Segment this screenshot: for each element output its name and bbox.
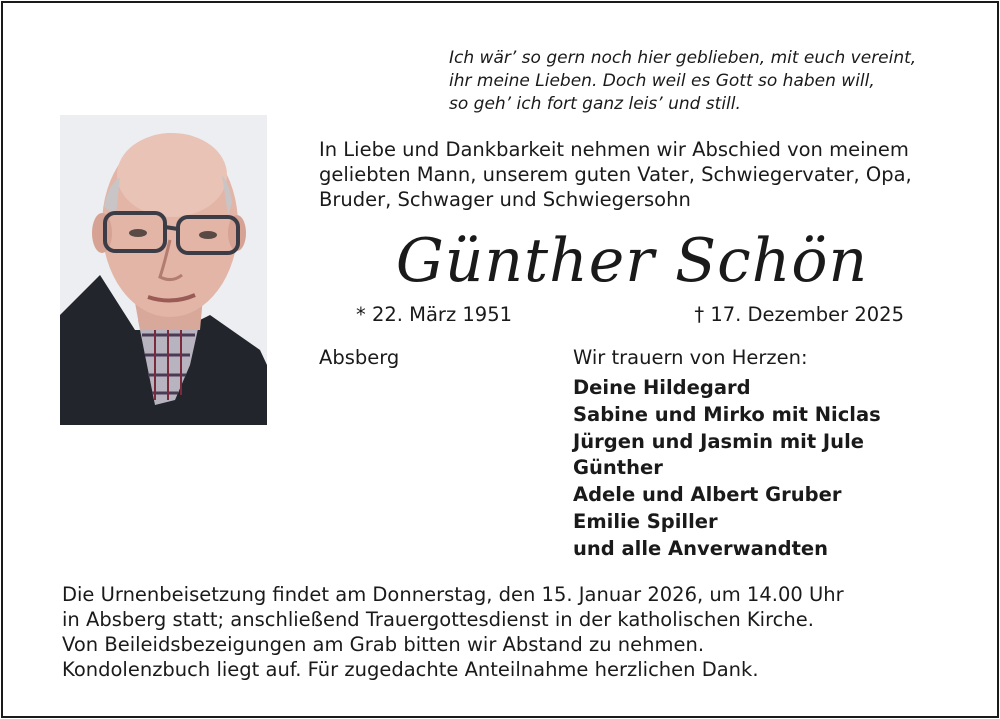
funeral-notice: [62, 582, 844, 682]
notice-line: Kondolenzbuch liegt auf. Für zugedachte Anteilnahme herzlichen Dank.: [62, 658, 759, 681]
poem-line: Ich wär’ so gern noch hier geblieben, mit euch vereint,: [449, 48, 917, 68]
farewell-intro: [319, 137, 912, 212]
poem-line: ihr meine Lieben. Doch weil es Gott so haben will,: [449, 71, 875, 91]
poem-line: so geh’ ich fort ganz leis’ und still.: [449, 94, 741, 114]
intro-line: Bruder, Schwager und Schwiegersohn: [319, 188, 691, 211]
mourner-name: Jürgen und Jasmin mit Jule: [573, 429, 864, 453]
mourners-list: [573, 375, 881, 563]
mourner-name: Adele und Albert Gruber: [573, 483, 842, 507]
intro-line: In Liebe und Dankbarkeit nehmen wir Abschied von meinem: [319, 138, 909, 161]
mourner-name: Deine Hildegard: [573, 376, 751, 399]
death-date: † 17. Dezember 2025: [694, 303, 904, 326]
notice-line: Die Urnenbeisetzung findet am Donnerstag, den 15. Januar 2026, um 14.00 Uhr: [62, 583, 844, 606]
mourner-name: Emilie Spiller: [573, 509, 718, 533]
mourner-name: Günther: [573, 456, 663, 480]
notice-line: in Absberg statt; anschließend Trauergottesdienst in der katholischen Kirche.: [62, 608, 814, 631]
mourners-heading: Wir trauern von Herzen:: [573, 346, 808, 369]
deceased-name: Günther Schön: [395, 226, 869, 296]
birth-date: * 22. März 1951: [356, 303, 513, 326]
mourner-name: und alle Anverwandten: [573, 536, 829, 560]
obituary-frame: [1, 1, 999, 718]
mourner-name: Sabine und Mirko mit Niclas: [573, 402, 881, 426]
portrait-photo: [60, 115, 267, 425]
notice-line: Von Beileidsbezeigungen am Grab bitten wir Abstand zu nehmen.: [62, 633, 705, 656]
hometown: Absberg: [319, 346, 400, 369]
memorial-poem: [449, 47, 916, 116]
intro-line: geliebten Mann, unserem guten Vater, Schwiegervater, Opa,: [319, 163, 912, 186]
